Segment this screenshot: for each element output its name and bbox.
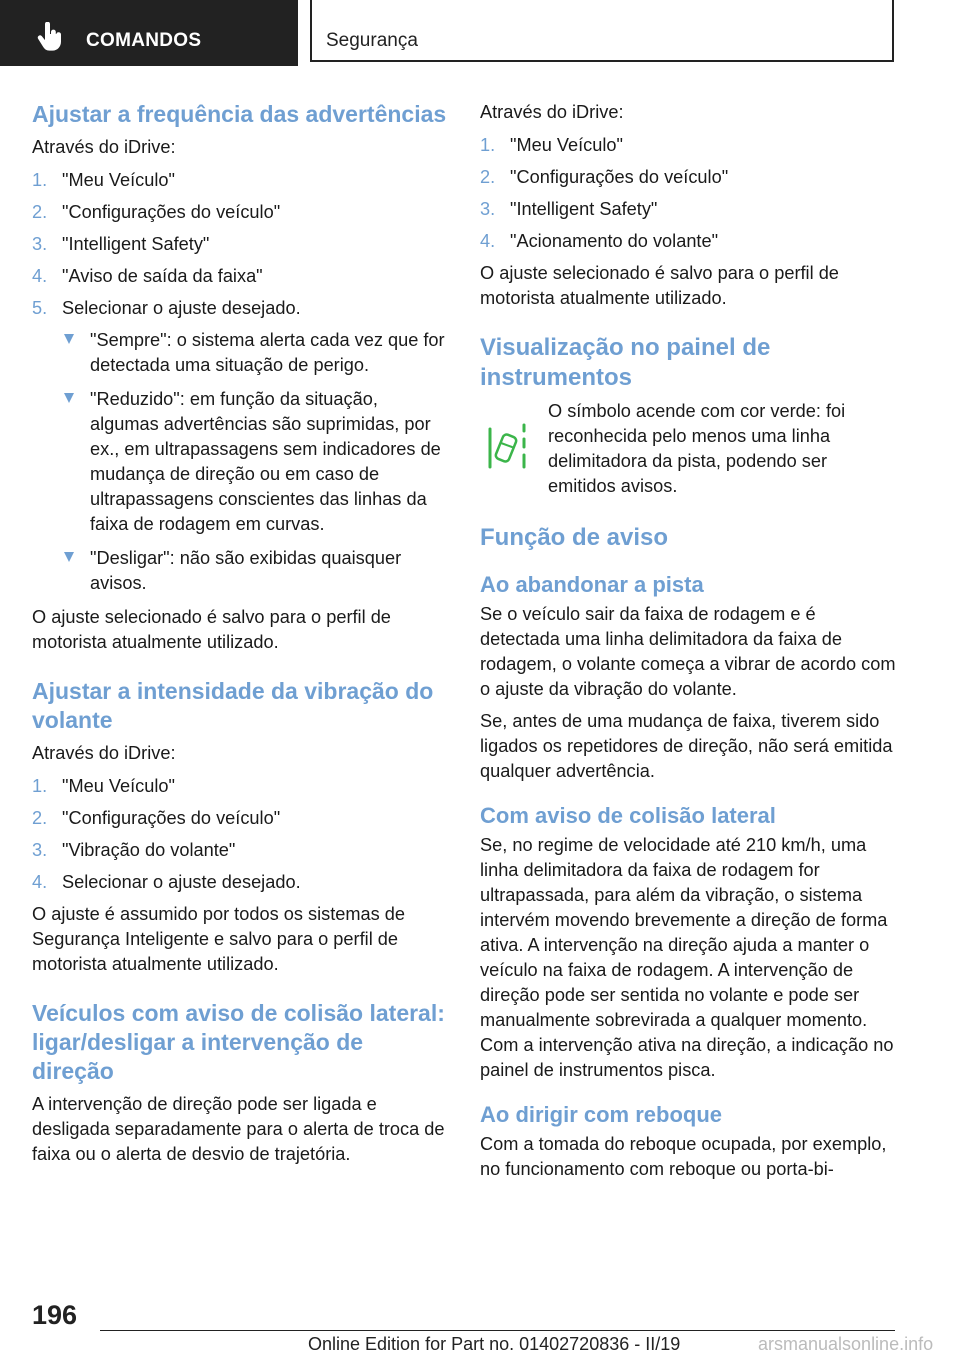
step-number: 3. xyxy=(32,234,48,254)
option-text: "Sempre": o sistema alerta cada vez que for detectada uma situação de perigo. xyxy=(90,330,445,375)
step-text: "Configurações do veículo" xyxy=(510,167,729,187)
list-item xyxy=(32,774,450,799)
steps-list xyxy=(480,133,896,254)
paragraph: Através do iDrive: xyxy=(32,743,176,763)
step-text: "Configurações do veículo" xyxy=(62,202,281,222)
right-column xyxy=(480,100,896,1182)
steps-list xyxy=(32,774,450,895)
edition-text: Online Edition for Part no. 01402720836 - II/19 xyxy=(308,1334,681,1354)
list-item xyxy=(32,168,450,193)
list-item xyxy=(32,870,450,895)
paragraph: Se, antes de uma mudança de faixa, tiverem sido ligados os repetidores de direção, não será emitida qualquer advertência. xyxy=(480,711,893,781)
list-item xyxy=(32,387,450,537)
step-text: "Configurações do veículo" xyxy=(62,808,281,828)
list-item xyxy=(32,264,450,289)
paragraph: A intervenção de direção pode ser ligada e desligada separadamente para o alerta de troca de faixa ou o alerta de desvio de trajetória. xyxy=(32,1094,445,1164)
heading-leaving-lane: Ao abandonar a pista xyxy=(480,572,704,597)
watermark: arsmanualsonline.info xyxy=(758,1334,934,1354)
step-text: "Aviso de saída da faixa" xyxy=(62,266,263,286)
step-text: "Acionamento do volante" xyxy=(510,231,719,251)
step-text: "Intelligent Safety" xyxy=(62,234,210,254)
step-number: 2. xyxy=(480,167,496,187)
paragraph: O ajuste selecionado é salvo para o perfil de motorista atualmente utilizado. xyxy=(480,263,839,308)
list-item xyxy=(32,546,450,596)
option-text: "Reduzido": em função da situação, algumas advertências são suprimidas, por ex., em ultrapassagens sem indicadores de mudança de direção ou em caso de ultrapassagens conscientes das linhas da faixa de rodagem em curvas. xyxy=(90,389,441,534)
triangle-bullet-icon xyxy=(64,334,74,344)
step-text: "Meu Veículo" xyxy=(62,170,176,190)
footer-divider xyxy=(100,1330,895,1331)
list-item xyxy=(32,328,450,378)
left-column xyxy=(32,100,450,1167)
chapter-label: COMANDOS xyxy=(86,30,202,51)
step-number: 5. xyxy=(32,298,48,318)
paragraph: O ajuste é assumido por todos os sistemas de Segurança Inteligente e salvo para o perfil de motorista atualmente utilizado. xyxy=(32,904,406,974)
step-number: 4. xyxy=(32,266,48,286)
step-number: 1. xyxy=(480,135,496,155)
list-item xyxy=(32,806,450,831)
step-number: 3. xyxy=(32,840,48,860)
heading-towing: Ao dirigir com reboque xyxy=(480,1102,723,1127)
chapter-tab xyxy=(0,0,298,66)
section-tab xyxy=(310,0,894,62)
paragraph: Através do iDrive: xyxy=(32,137,176,157)
list-item xyxy=(480,165,896,190)
heading-warning-frequency: Ajustar a frequência das advertências xyxy=(32,101,447,127)
triangle-bullet-icon xyxy=(64,393,74,403)
step-number: 4. xyxy=(32,872,48,892)
list-item xyxy=(32,200,450,225)
lane-departure-icon xyxy=(486,421,528,471)
paragraph: Através do iDrive: xyxy=(480,102,624,122)
step-number: 2. xyxy=(32,202,48,222)
step-text: Selecionar o ajuste desejado. xyxy=(62,298,301,318)
heading-warning-function: Função de aviso xyxy=(480,524,669,551)
step-number: 3. xyxy=(480,199,496,219)
step-text: "Vibração do volante" xyxy=(62,840,236,860)
list-item xyxy=(32,838,450,863)
step-text: Selecionar o ajuste desejado. xyxy=(62,872,301,892)
step-number: 1. xyxy=(32,170,48,190)
heading-side-collision-steering: Veículos com aviso de colisão lateral: ligar/desligar a intervenção de direção xyxy=(32,1000,445,1084)
step-text: "Intelligent Safety" xyxy=(510,199,658,219)
hand-pointer-icon xyxy=(36,22,64,52)
step-text: "Meu Veículo" xyxy=(62,776,176,796)
paragraph: O ajuste selecionado é salvo para o perfil de motorista atualmente utilizado. xyxy=(32,607,391,652)
icon-description: O símbolo acende com cor verde: foi reconhecida pelo menos uma linha delimitadora da pista, podendo ser emitidos avisos. xyxy=(548,401,846,496)
list-item xyxy=(480,229,896,254)
heading-side-collision-warning: Com aviso de colisão lateral xyxy=(480,803,776,828)
list-item xyxy=(480,197,896,222)
step-text: "Meu Veículo" xyxy=(510,135,624,155)
step-number: 1. xyxy=(32,776,48,796)
list-item xyxy=(32,296,450,321)
step-number: 2. xyxy=(32,808,48,828)
list-item xyxy=(32,232,450,257)
paragraph: Com a tomada do reboque ocupada, por exemplo, no funcionamento com reboque ou porta-bi- xyxy=(480,1134,887,1179)
paragraph: Se o veículo sair da faixa de rodagem e é detectada uma linha delimitadora da faixa de rodagem, o volante começa a vibrar de acordo com o ajuste da vibração do volante. xyxy=(480,604,896,699)
steps-list xyxy=(32,168,450,321)
step-number: 4. xyxy=(480,231,496,251)
triangle-bullet-icon xyxy=(64,552,74,562)
icon-block xyxy=(480,399,896,499)
heading-instrument-display: Visualização no painel de instrumentos xyxy=(480,334,771,391)
page-number: 196 xyxy=(32,1300,78,1330)
options-list xyxy=(32,328,450,596)
list-item xyxy=(480,133,896,158)
paragraph: Se, no regime de velocidade até 210 km/h, uma linha delimitadora da faixa de rodagem for ultrapassada, para além da vibração, o sistema intervém movendo brevemente a direção de forma ativa. A intervenção na direção ajuda a manter o veículo na faixa de rodagem. A intervenção de direção pode ser sentida no volante e pode ser manualmente sobrevirada a qualquer momento. Com a intervenção ativa na direção, a indicação no painel de instrumentos pisca. xyxy=(480,835,894,1080)
option-text: "Desligar": não são exibidas quaisquer avisos. xyxy=(90,548,402,593)
section-label: Segurança xyxy=(326,30,418,51)
heading-vibration-intensity: Ajustar a intensidade da vibração do volante xyxy=(32,678,434,733)
